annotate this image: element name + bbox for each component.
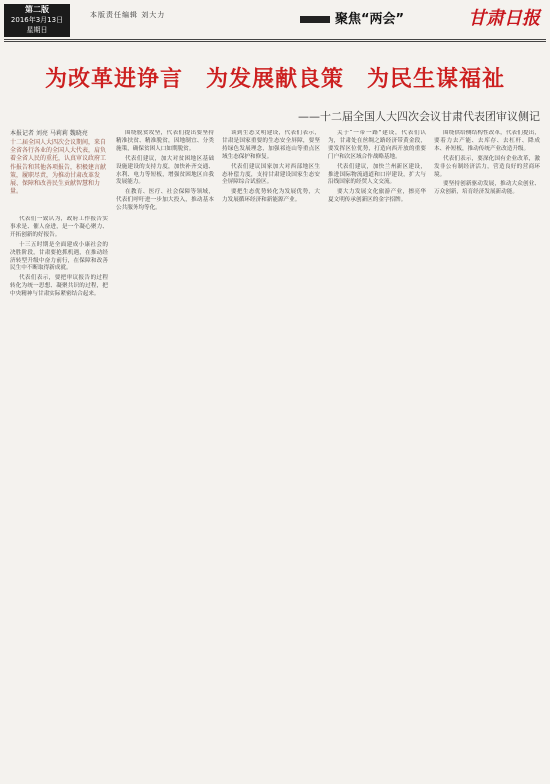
date-box (4, 4, 70, 37)
issue-weekday: 星期日 (26, 26, 48, 34)
paragraph: 代表们建议，加大对贫困地区基础设施建设的支持力度，加快补齐交通、水利、电力等短板，增强贫困地区自我发展能力。 (116, 155, 214, 186)
paragraph: 关于“一带一路”建设，代表们认为，甘肃处在丝绸之路经济带黄金段，要发挥区位优势，打造向西开放的重要门户和次区域合作战略基地。 (328, 130, 426, 160)
paragraph: 代表们建议国家加大对西部地区生态补偿力度，支持甘肃建设国家生态安全屏障综合试验区。 (222, 163, 320, 186)
lead-paragraph: 十二届全国人大四次会议期间，来自全省各行各业的全国人大代表，肩负着全省人民的重托，认真审议政府工作报告和其他各项报告，积极建言献策，履职尽责，为推动甘肃改革发展、保障和改善民生贡献智慧和力量。 (10, 139, 107, 196)
byline: 本报记者 刘亮 马莉莉 魏晓亮 (10, 130, 88, 137)
article-column (328, 130, 426, 776)
paragraph: 代表们建议，加快兰州新区建设，推进国际物流通道和口岸建设，扩大与沿线国家的经贸人文交流。 (328, 163, 426, 186)
editor-line: 本版责任编辑 刘大力 (90, 11, 166, 19)
paragraph: 谈到生态文明建设，代表们表示，甘肃是国家重要的生态安全屏障，要坚持绿色发展理念，加强祁连山等重点区域生态保护和修复。 (222, 130, 320, 160)
article-column (222, 130, 320, 776)
paragraph: 围绕供给侧结构性改革，代表们提出，要着力去产能、去库存、去杠杆、降成本、补短板，推动传统产业改造升级。 (434, 130, 540, 152)
paragraph: 代表们表示，要深化国有企业改革，激发非公有制经济活力，营造良好的营商环境。 (434, 155, 540, 178)
paragraph: 十三五时期是全面建成小康社会的决胜阶段，甘肃要抢抓机遇，在推动经济转型升级中奋力前行，在保障和改善民生中不断取得新成就。 (10, 241, 108, 272)
section-title (300, 8, 404, 27)
paragraph: 代表们表示，要把审议报告的过程转化为统一思想、凝聚共识的过程，把中央精神与甘肃实际紧密结合起来。 (10, 275, 108, 298)
page-header (0, 0, 550, 38)
masthead-logo: 甘肃日报 (468, 8, 540, 29)
section-title-text: 聚焦“两会” (335, 12, 405, 27)
paragraph: 要坚持创新驱动发展，推动大众创业、万众创新，培育经济发展新动能。 (434, 181, 540, 196)
paragraph: 要把生态优势转化为发展优势，大力发展循环经济和新能源产业。 (222, 189, 320, 204)
paragraph: 代表们一致认为，政府工作报告实事求是、催人奋进，是一个凝心聚力、开拓创新的好报告。 (10, 216, 108, 238)
issue-date: 2016年3月13日 (10, 16, 64, 24)
headline: 为改革进诤言 为发展献良策 为民生谋福祉 (44, 67, 505, 92)
paragraph: 围绕脱贫攻坚，代表们提出要坚持精准扶贫、精准脱贫，因地制宜、分类施策，确保贫困人口如期脱贫。 (116, 130, 214, 152)
paragraph: 在教育、医疗、社会保障等领域，代表们呼吁进一步加大投入，推动基本公共服务均等化。 (116, 189, 214, 212)
header-rule-thin (4, 41, 546, 42)
article-column (116, 130, 214, 776)
page-number: 第二版 (25, 5, 49, 14)
paragraph: 要大力发展文化旅游产业，擦亮华夏文明传承创新区的金字招牌。 (328, 189, 426, 204)
section-bar-icon (300, 16, 330, 23)
header-rule (4, 39, 546, 40)
subheadline: ——十二届全国人大四次会议甘肃代表团审议侧记 (298, 110, 540, 123)
article-column (434, 130, 540, 776)
article-column (10, 216, 108, 776)
